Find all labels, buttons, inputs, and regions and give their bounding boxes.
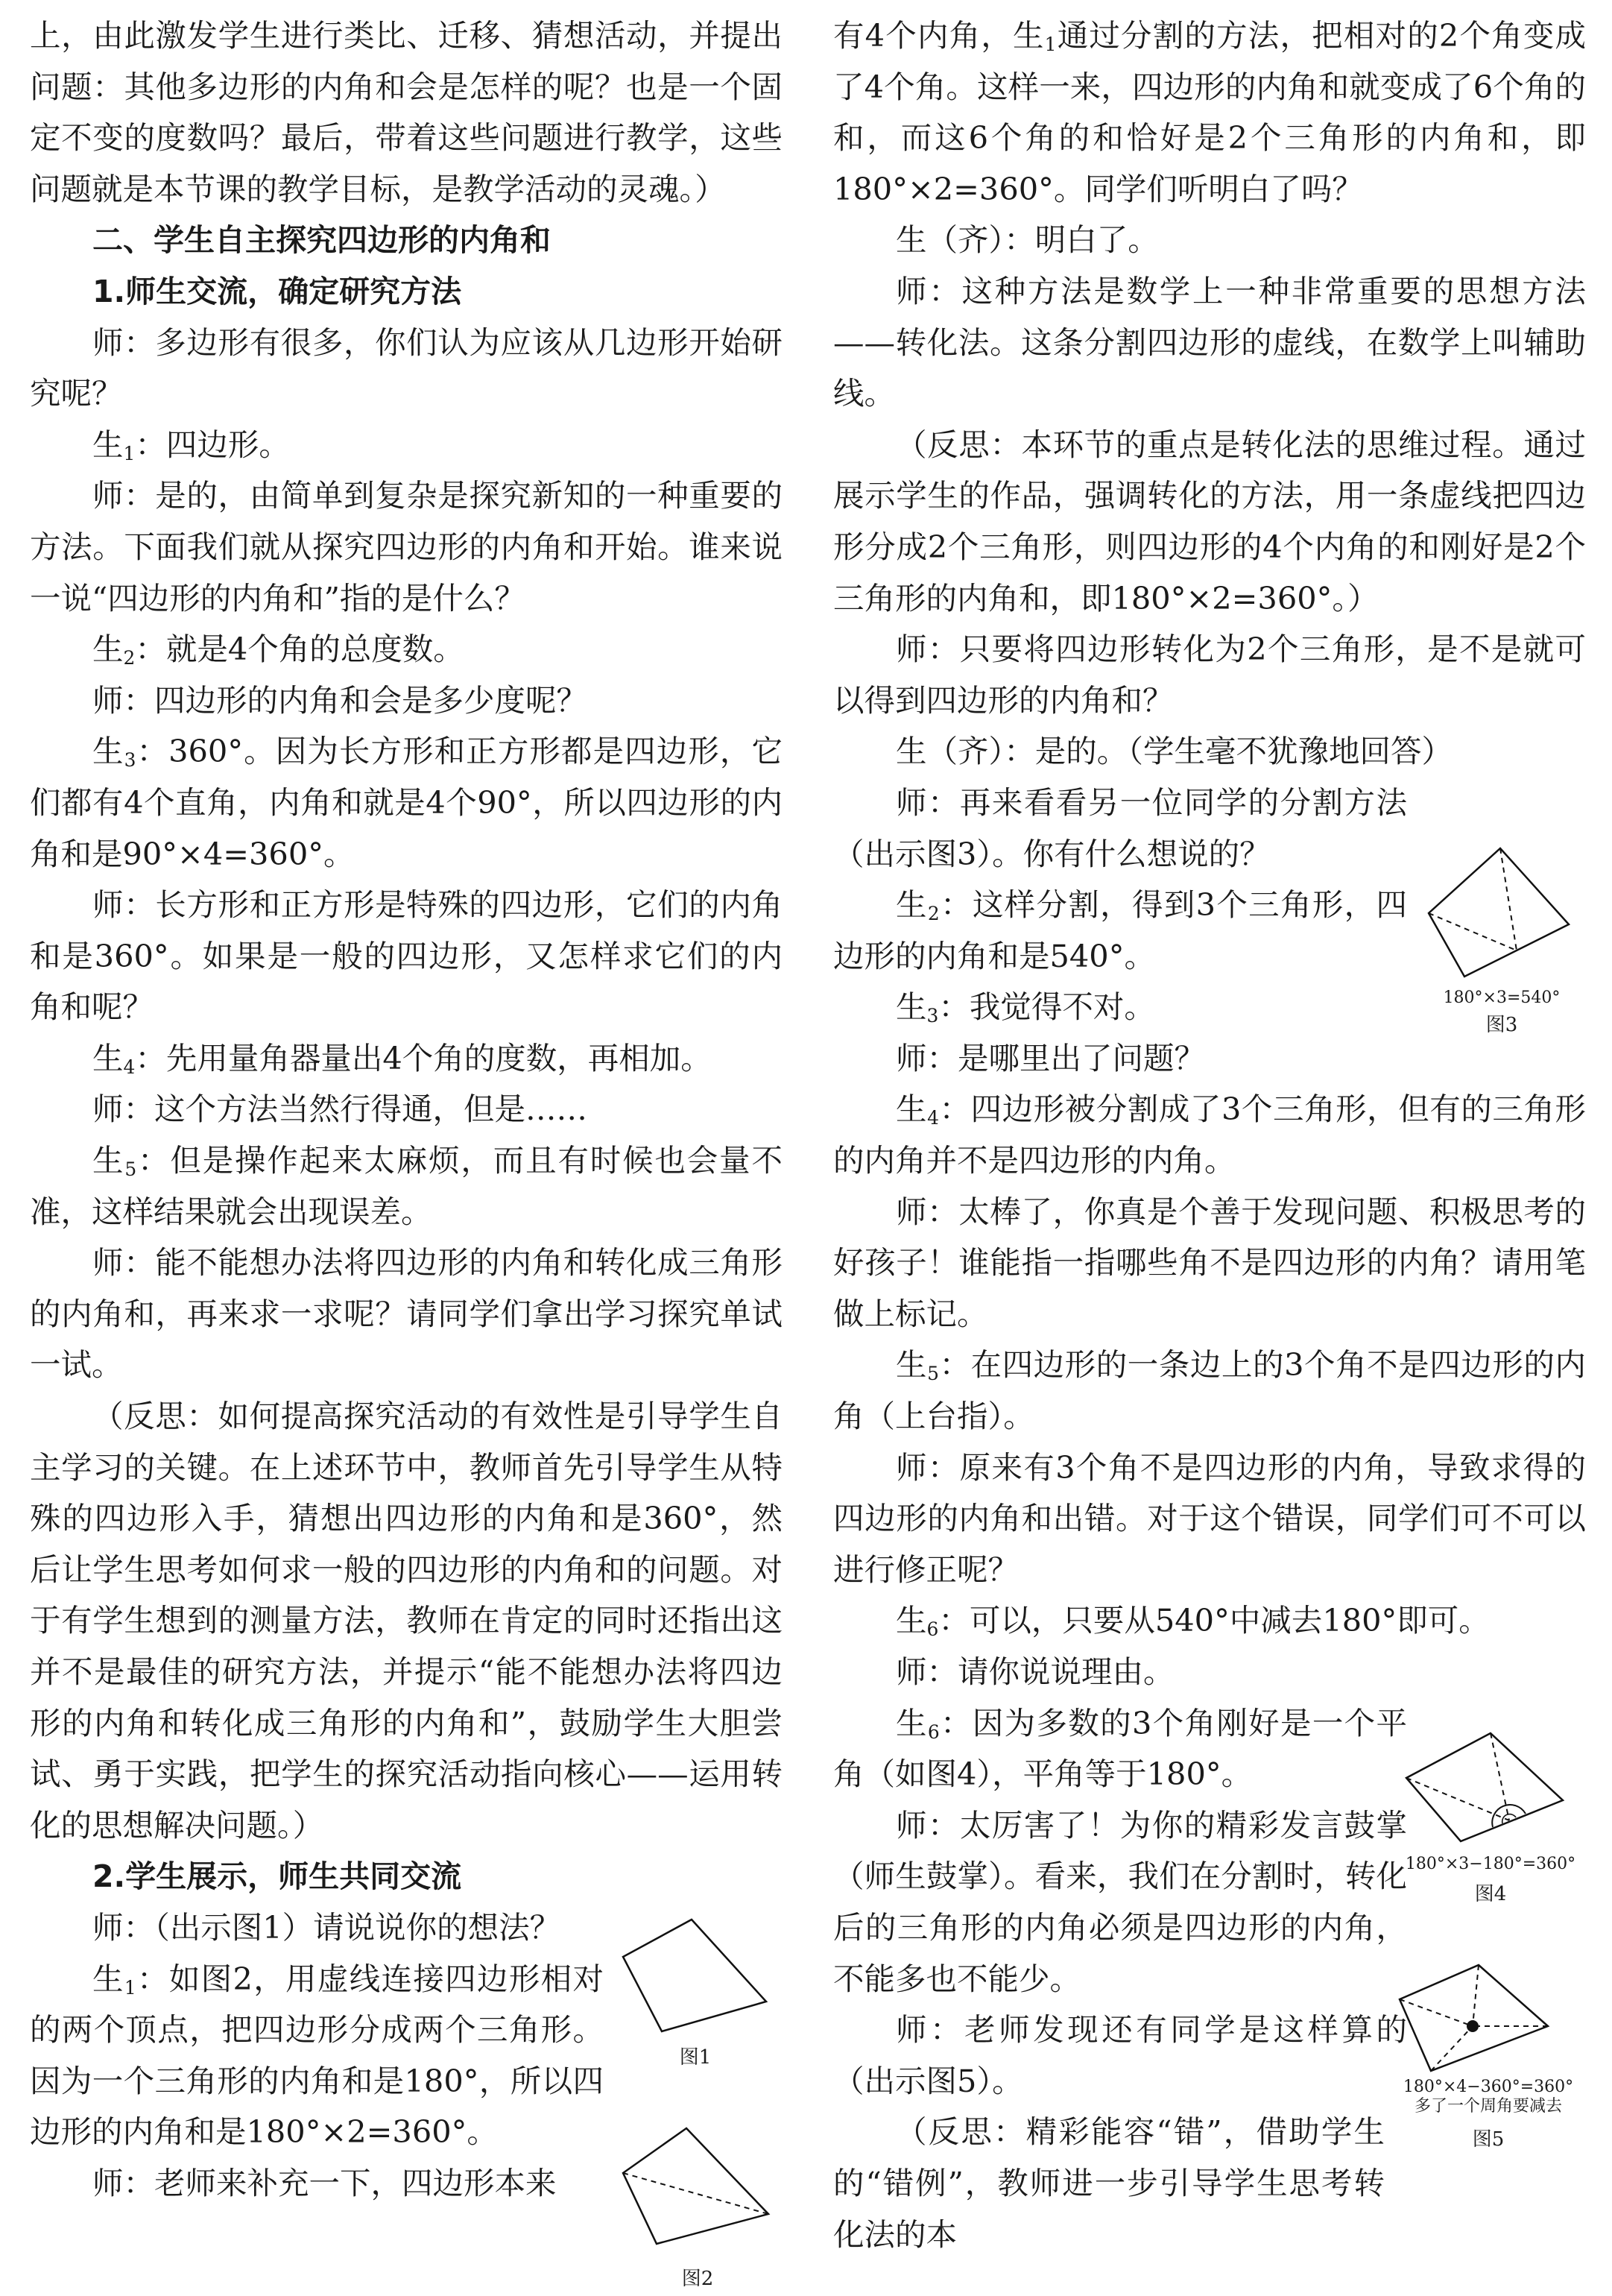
figure-1-quadrilateral [617,1912,774,2039]
figure-2 [616,2117,780,2292]
figure-2-quadrilateral [616,2117,780,2251]
dialogue-line [833,1698,1407,1800]
left-column [30,10,783,2210]
dialogue-line: 师：老师发现还有同学是这样算的（出示图5）。 [833,2011,1407,2099]
dialogue-line: 师：这种方法是数学上一种非常重要的思想方法——转化法。这条分割四边形的虚线，在数学上叫辅助线。 [833,272,1586,412]
line-text: ：360°。因为长方形和正方形都是四边形，它们都有4个直角，内角和就是4个90°，所以四边形的内角和是90°×4=360°。 [30,733,783,872]
dialogue-line: 生（齐）：明白了。 [896,221,1159,259]
line-text: ：如图2，用虚线连接四边形相对的两个顶点，把四边形分成两个三角形。因为一个三角形的内角和是180°，所以四边形的内角和是180°×2=360°。 [30,1960,604,2151]
speaker-index: 1 [124,1976,136,1999]
dialogue-line: 师：原来有3个角不是四边形的内角，导致求得的四边形的内角和出错。对于这个错误，同学们可不可以进行修正呢？ [833,1448,1586,1588]
figure-5-caption: 图5 [1472,2128,1505,2151]
speaker-index: 2 [123,647,136,669]
dialogue-line [833,1084,1586,1186]
line-text: ：因为多数的3个角刚好是一个平角（如图4），平角等于180°。 [833,1704,1407,1793]
line-text: ：这样分割，得到3个三角形，四边形的内角和是540°。 [833,886,1407,974]
figure-4-formula: 180°×3−180°=360° [1405,1855,1576,1873]
figure-5-note: 多了一个周角要减去 [1414,2097,1562,2116]
speaker-label: 生 [92,1039,124,1076]
dialogue-line [30,420,783,471]
figure-2-caption: 图2 [681,2268,714,2290]
speaker-index: 3 [926,1005,939,1027]
line-text: ：我觉得不对。 [938,988,1155,1026]
speaker-label: 生 [92,426,124,463]
dialogue-line: 师：太厉害了！为你的精彩发言鼓掌（师生鼓掌）。看来，我们在分割时，转化后的三角形的内角必须是四边形的内角，不能多也不能少。 [833,1806,1407,1997]
speaker-label: 生 [92,733,124,770]
dialogue-line: 师：请你说说理由。 [896,1653,1175,1690]
figure-3 [1420,842,1584,1038]
speaker-index: 2 [927,903,940,925]
dialogue-line: 师：（出示图1）请说说你的想法？ [92,1908,561,1946]
dialogue-line: 师：四边形的内角和会是多少度呢？ [92,681,588,719]
speaker-index: 5 [927,1363,939,1385]
figure-4-quadrilateral [1397,1729,1584,1849]
line-text: ：在四边形的一条边上的3个角不是四边形的内角（上台指）。 [833,1346,1586,1435]
speaker-label: 生 [896,1091,928,1128]
line-text: ：就是4个角的总度数。 [135,631,464,668]
line-text: 有4个内角，生 [833,17,1045,54]
figure-4 [1397,1729,1584,1907]
right-column [833,10,1586,2260]
figure-4-caption: 图4 [1474,1883,1507,1905]
dialogue-line [30,1954,604,2158]
figure-5-formula: 180°×4−360°=360° [1403,2078,1574,2096]
paragraph: 上，由此激发学生进行类比、迁移、猜想活动，并提出问题：其他多边形的内角和会是怎样的呢？也是一个固定不变的度数吗？最后，带着这些问题进行教学，这些问题就是本节课的教学目标，是教学活动的灵魂。） [30,17,783,207]
dialogue-line: 师：再来看看另一位同学的分割方法（出示图3）。你有什么想说的？ [833,783,1407,872]
line-text: 通过分割的方法，把相对的2个角变成了4个角。这样一来，四边形的内角和就变成了6个角的和，而这6个角的和恰好是2个三角形的内角和，即180°×2=360°。同学们听明白了吗？ [833,17,1586,207]
dialogue-line: 生（齐）：是的。（学生毫不犹豫地回答） [896,733,1453,770]
dialogue-line [833,1340,1586,1442]
subsection-heading: 2.学生展示，师生共同交流 [92,1858,462,1895]
speaker-index: 6 [927,1721,940,1743]
figure-5-quadrilateral [1388,1961,1589,2076]
figure-3-quadrilateral [1420,842,1584,984]
speaker-label: 生 [92,1960,124,1997]
line-text: ：但是操作起来太麻烦，而且有时候也会量不准，这样结果就会出现误差。 [30,1142,783,1230]
dialogue-line: 师：老师来补充一下，四边形本来 [92,2164,557,2201]
speaker-index: 4 [123,1056,136,1079]
speaker-label: 生 [896,1704,928,1741]
figure-1 [617,1912,774,2070]
figure-5 [1388,1961,1589,2152]
dialogue-line: 师：是哪里出了问题？ [896,1039,1206,1076]
dialogue-line [833,880,1407,982]
dialogue-line: 师：能不能想办法将四边形的内角和转化成三角形的内角和，再来求一求呢？请同学们拿出学习探究单试一试。 [30,1244,783,1384]
center-point [1467,2020,1479,2032]
speaker-index: 4 [927,1107,939,1129]
dialogue-line: 师：是的，由简单到复杂是探究新知的一种重要的方法。下面我们就从探究四边形的内角和开始。谁来说一说“四边形的内角和”指的是什么？ [30,477,783,616]
speaker-label: 生 [896,1346,928,1384]
dialogue-line: 师：长方形和正方形是特殊的四边形，它们的内角和是360°。如果是一般的四边形，又怎样求它们的内角和呢？ [30,886,783,1026]
speaker-label: 生 [896,988,927,1026]
speaker-label: 生 [92,631,124,668]
dialogue-line [30,1033,783,1085]
reflection-paragraph: （反思：如何提高探究活动的有效性是引导学生自主学习的关键。在上述环节中，教师首先引导学生从特殊的四边形入手，猜想出四边形的内角和是360°，然后让学生思考如何求一般的四边形的内角和的问题。对于有学生想到的测量方法，教师在肯定的同时还指出这并不是最佳的研究方法，并提示“能不能想办法将四边形的内角和转化成三角形的内角和”，鼓励学生大胆尝试、勇于实践，把学生的探究活动指向核心——运用转化的思想解决问题。） [30,1398,783,1844]
paragraph [833,10,1586,215]
subsection-heading: 1.师生交流，确定研究方法 [92,273,462,309]
speaker-index: 1 [1044,34,1057,56]
reflection-paragraph: （反思：精彩能容“错”，借助学生的“错例”，教师进一步引导学生思考转化法的本 [833,2113,1385,2253]
figure-3-caption: 图3 [1485,1014,1518,1036]
speaker-label: 生 [896,886,928,924]
dialogue-line: 师：这个方法当然行得通，但是…… [92,1091,588,1128]
speaker-index: 6 [926,1618,939,1641]
dialogue-line: 师：多边形有很多，你们认为应该从几边形开始研究呢？ [30,324,783,412]
dialogue-line [30,1135,783,1237]
speaker-index: 5 [124,1158,137,1181]
figure-1-caption: 图1 [679,2046,712,2069]
dialogue-line [30,624,783,675]
dialogue-line [30,726,783,880]
line-text: ：先用量角器量出4个角的度数，再相加。 [135,1039,712,1076]
dialogue-line [833,1595,1586,1647]
speaker-index: 1 [123,442,136,464]
line-text: ：可以，只要从540°中减去180°即可。 [938,1602,1490,1639]
speaker-label: 生 [92,1142,125,1179]
speaker-index: 3 [124,749,136,772]
section-heading: 二、学生自主探究四边形的内角和 [92,222,551,259]
dialogue-line: 师：只要将四边形转化为2个三角形，是不是就可以得到四边形的内角和？ [833,631,1586,719]
line-text: ：四边形被分割成了3个三角形，但有的三角形的内角并不是四边形的内角。 [833,1091,1586,1179]
figure-3-formula: 180°×3=540° [1443,988,1561,1007]
reflection-paragraph: （反思：本环节的重点是转化法的思维过程。通过展示学生的作品，强调转化的方法，用一条虚线把四边形分成2个三角形，则四边形的4个内角的和刚好是2个三角形的内角和，即180°×2=360°。） [833,426,1586,616]
dialogue-line: 师：太棒了，你真是个善于发现问题、积极思考的好孩子！谁能指一指哪些角不是四边形的内角？请用笔做上标记。 [833,1193,1586,1332]
line-text: ：四边形。 [135,426,290,463]
speaker-label: 生 [896,1602,927,1639]
